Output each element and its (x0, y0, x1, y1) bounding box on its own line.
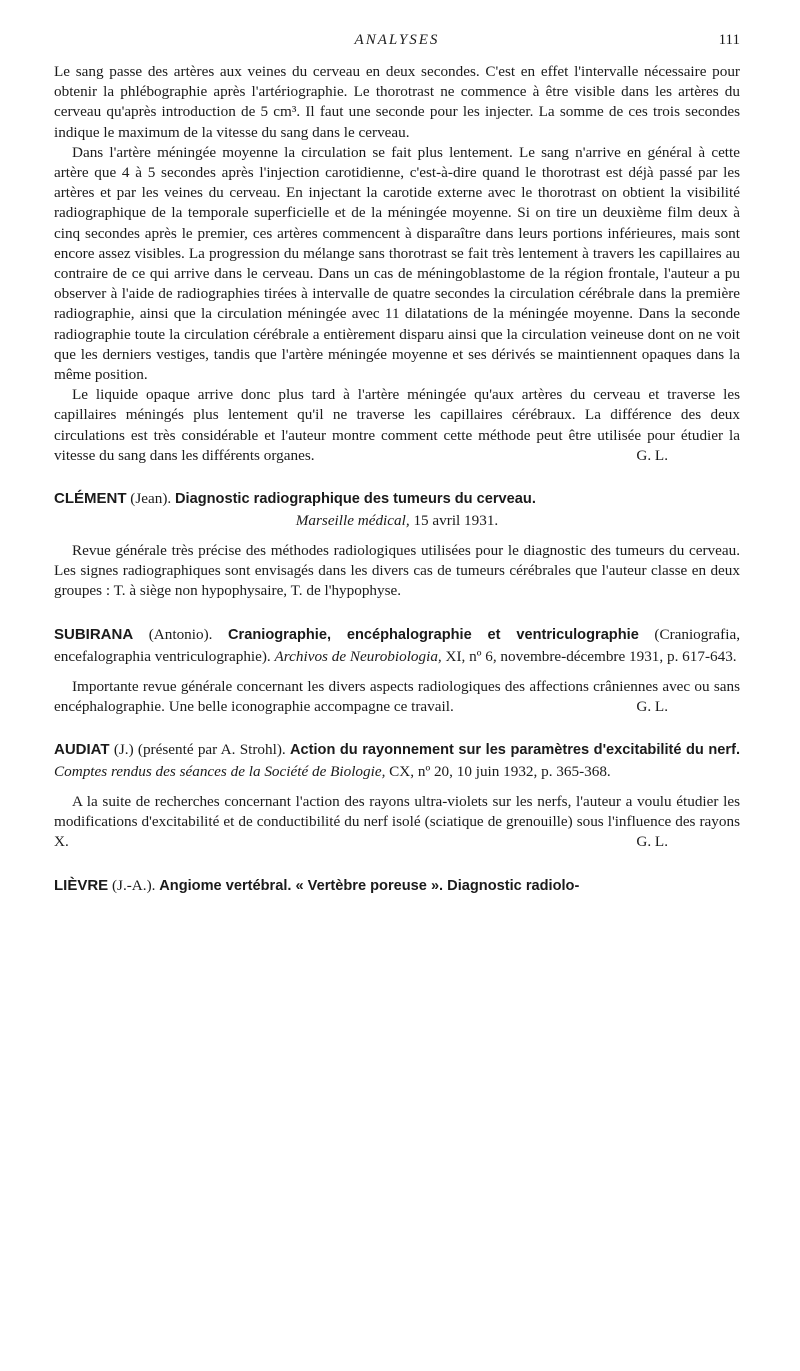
journal-name: Comptes rendus des séances de la Société de Biologie, (54, 763, 386, 781)
author-details: (J.-A.). (108, 876, 160, 894)
citation-details: 15 avril 1931. (409, 512, 499, 530)
journal-name: Marseille médical, (295, 512, 410, 530)
paragraph: Dans l'artère méningée moyenne la circulation se fait plus lentement. Le sang n'arrive en général à cette artère que 4 à 5 secondes après l'injection carotidienne, c'est-à-dire quand le thorotrast est déjà passé par les artères et par les veines du cerveau. En injectant la carotide externe avec le thorotrast on obtient la visibilité radiographique de la temporale superficielle et de la méningée moyenne. Si on tire un deuxième film deux à cinq secondes après le premier, ces artères commencent à disparaître dans leurs portions inférieures, mais sont encore assez visibles. La progression du mélange sans thorotrast se fait très lentement à travers les capillaires au contraire de ce qui arrive dans le cerveau. Dans un cas de méningoblastome de la région frontale, l'auteur a pu observer à l'aide de radiographies tirées à intervalle de quatre secondes la circulation cérébrale dans la première radiographie, ainsi que la circulation méningée avec 11 dilatations de la méningée moyenne. Dans la seconde radiographie toute la circulation cérébrale a entièrement disparu ainsi que la circulation veineuse dont on ne voit que les derniers vestiges, tandis que l'artère méningée moyenne et ses dérivés se maintiennent opaques dans la même position. (54, 143, 740, 384)
bibliography-entry (54, 875, 740, 897)
running-head (54, 28, 740, 54)
entry-heading (54, 488, 740, 510)
paragraph (54, 385, 740, 466)
author-surname: SUBIRANA (54, 625, 134, 643)
author-details: (Jean). (126, 490, 175, 508)
article-title: Angiome vertébral. « Vertèbre poreuse ». Diagnostic radiolo- (159, 877, 580, 894)
bibliography-entry (54, 488, 740, 602)
author-surname: AUDIAT (54, 741, 110, 759)
citation-prefix: (Craniografia, encefalographia ventriculographie). (54, 625, 740, 665)
section-title: ANALYSES (354, 32, 440, 48)
entry-heading (54, 875, 740, 897)
article-title: Craniographie, encéphalographie et ventriculographie (228, 626, 639, 643)
author-details: (Antonio). (133, 625, 229, 643)
citation (54, 510, 740, 531)
paragraph: Le sang passe des artères aux veines du cerveau en deux secondes. C'est en effet l'intervalle nécessaire pour obtenir la phlébographie après l'artériographie. Le thorotrast ne commence à être visible dans les artères du cerveau qu'après introduction de 5 cm³. Il faut une seconde pour les injecter. La somme de ces trois secondes indique le maximum de la vitesse du sang dans le cerveau. (54, 63, 740, 141)
author-surname: LIÈVRE (54, 876, 109, 894)
author-surname: CLÉMENT (54, 490, 127, 508)
page-number: 111 (718, 32, 740, 48)
continued-review (54, 62, 740, 466)
review-text: Revue générale très précise des méthodes radiologiques utilisées pour le diagnostic des tumeurs du cerveau. Les signes radiographiques sont envisagés dans les divers cas de tumeurs cérébrales que l'auteur classe en deux groupes : T. à siège non hypophysaire, T. de l'hypophyse. (54, 542, 740, 600)
journal-name: Archivos de Neurobiologia, (274, 647, 442, 665)
review-body: Importante revue générale concernant les divers aspects radiologiques des affections crâniennes avec ou sans encéphalographie. Une belle iconographie accompagne ce travail. (54, 677, 740, 715)
citation-details: CX, nº 20, 10 juin 1932, p. 365-368. (385, 763, 611, 781)
reviewer-signature: G. L. (636, 697, 668, 715)
entry-heading (54, 739, 740, 782)
author-details: (J.) (présenté par A. Strohl). (109, 741, 290, 759)
bibliography-entry (54, 624, 740, 717)
article-title: Diagnostic radiographique des tumeurs du cerveau. (175, 491, 536, 508)
reviewer-signature: G. L. (636, 446, 668, 464)
article-title: Action du rayonnement sur les paramètres d'excitabilité du nerf. (289, 742, 740, 759)
entry-heading (54, 624, 740, 667)
bibliography-entry (54, 739, 740, 853)
reviewer-signature: G. L. (636, 833, 668, 851)
citation-details: XI, nº 6, novembre-décembre 1931, p. 617-643. (441, 647, 737, 665)
review-text (54, 792, 740, 853)
paragraph-text: Le liquide opaque arrive donc plus tard à l'artère méningée qu'aux artères du cerveau et traverse les capillaires méningés plus lentement qu'il ne traverse les capillaires cérébraux. La différence des deux circulations est très considérable et l'auteur montre comment cette méthode peut être utilisée pour étudier la vitesse du sang dans les différents organes. (54, 386, 740, 464)
review-body: A la suite de recherches concernant l'action des rayons ultra-violets sur les nerfs, l'auteur a voulu étudier les modifications d'excitabilité et de conductibilité du nerf isolé (sciatique de grenouille) sous l'influence des rayons X. (54, 793, 740, 851)
review-text (54, 677, 740, 717)
